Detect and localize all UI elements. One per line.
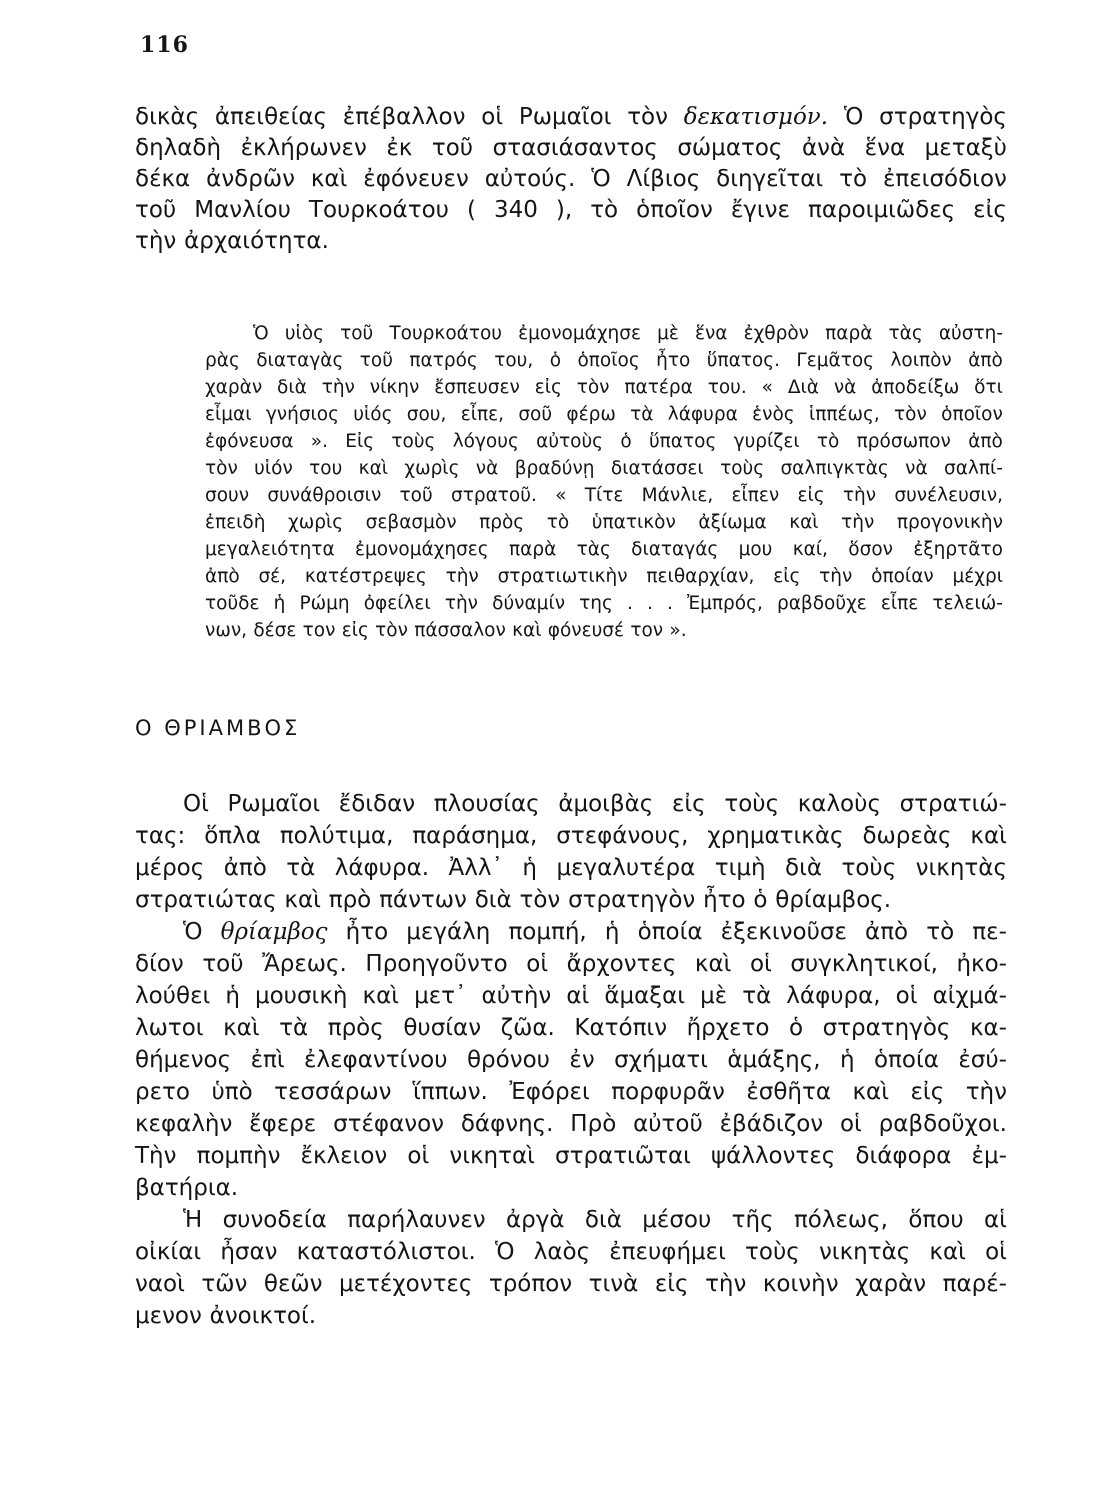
quote-line: Ὁ υἱὸς τοῦ Τουρκοάτου ἐμονομάχησε μὲ ἕνα ἐχθρὸν παρὰ τὰς αὐστη- bbox=[253, 323, 1003, 344]
quote-line: ἀπὸ σέ, κατέστρεψες τὴν στρατιωτικὴν πειθαρχίαν, εἰς τὴν ὁποίαν μέχρι bbox=[205, 566, 1003, 587]
text-line: κεφαλὴν ἔφερε στέφανον δάφνης. Πρὸ αὐτοῦ ἐβάδιζον οἱ ραβδοῦχοι. bbox=[135, 1111, 1007, 1137]
text-line: δηλαδὴ ἐκλήρωνεν ἐκ τοῦ στασιάσαντος σώματος ἀνὰ ἕνα μεταξὺ bbox=[135, 135, 1007, 161]
text-line: τὴν ἀρχαιότητα. bbox=[135, 228, 329, 254]
text-line: δίον τοῦ Ἄρεως. Προηγοῦντο οἱ ἄρχοντες καὶ οἱ συγκλητικοί, ἠκο- bbox=[135, 951, 1007, 977]
quote-line: ρὰς διαταγὰς τοῦ πατρός του, ὁ ὁποῖος ἦτο ὕπατος. Γεμᾶτος λοιπὸν ἀπὸ bbox=[205, 350, 1003, 371]
text-line: Οἱ Ρωμαῖοι ἔδιδαν πλουσίας ἀμοιβὰς εἰς τοὺς καλοὺς στρατιώ- bbox=[183, 791, 1007, 817]
text-line: οἰκίαι ἦσαν καταστόλιστοι. Ὁ λαὸς ἐπευφήμει τοὺς νικητὰς καὶ οἱ bbox=[135, 1239, 1007, 1265]
quote-line: τὸν υἱόν του καὶ χωρὶς νὰ βραδύνῃ διατάσσει τοὺς σαλπιγκτὰς νὰ σαλπί- bbox=[205, 458, 1003, 479]
quote-line: εἶμαι γνήσιος υἱός σου, εἶπε, σοῦ φέρω τὰ λάφυρα ἑνὸς ἱππέως, τὸν ὁποῖον bbox=[205, 404, 1003, 425]
quote-line: χαρὰν διὰ τὴν νίκην ἔσπευσεν εἰς τὸν πατέρα του. « Διὰ νὰ ἀποδείξω ὅτι bbox=[205, 377, 1003, 398]
section-heading: Ο ΘΡΙΑΜΒΟΣ bbox=[135, 716, 301, 740]
body-text bbox=[135, 788, 1007, 1332]
quote-block bbox=[205, 320, 1003, 644]
quote-line: ἐπειδὴ χωρὶς σεβασμὸν πρὸς τὸ ὑπατικὸν ἀξίωμα καὶ τὴν προγονικὴν bbox=[205, 512, 1003, 533]
text-line: θήμενος ἐπὶ ἐλεφαντίνου θρόνου ἐν σχήματι ἁμάξης, ἡ ὁποία ἐσύ- bbox=[135, 1047, 1007, 1073]
text-line: μενον ἀνοικτοί. bbox=[135, 1303, 317, 1329]
text-line: ρετο ὑπὸ τεσσάρων ἵππων. Ἐφόρει πορφυρᾶν ἐσθῆτα καὶ εἰς τὴν bbox=[135, 1079, 1007, 1105]
text-line: μέρος ἀπὸ τὰ λάφυρα. Ἀλλ᾽ ἡ μεγαλυτέρα τιμὴ διὰ τοὺς νικητὰς bbox=[135, 855, 1007, 881]
quote-line: νων, δέσε τον εἰς τὸν πάσσαλον καὶ φόνευσέ τον ». bbox=[205, 620, 687, 641]
quote-line: ἐφόνευσα ». Εἰς τοὺς λόγους αὐτοὺς ὁ ὕπατος γυρίζει τὸ πρόσωπον ἀπὸ bbox=[205, 431, 1003, 452]
text-line: δέκα ἀνδρῶν καὶ ἐφόνευεν αὐτούς. Ὁ Λίβιος διηγεῖται τὸ ἐπεισόδιον bbox=[135, 166, 1007, 192]
text-line: Ἡ συνοδεία παρήλαυνεν ἀργὰ διὰ μέσου τῆς πόλεως, ὅπου αἱ bbox=[183, 1207, 1007, 1233]
quote-line: μεγαλειότητα ἐμονομάχησες παρὰ τὰς διαταγάς μου καί, ὅσον ἐξηρτᾶτο bbox=[205, 539, 1003, 560]
text-line: ναοὶ τῶν θεῶν μετέχοντες τρόπον τινὰ εἰς τὴν κοινὴν χαρὰν παρέ- bbox=[135, 1271, 1007, 1297]
text-line: Τὴν πομπὴν ἔκλειον οἱ νικηταὶ στρατιῶται ψάλλοντες διάφορα ἐμ- bbox=[135, 1143, 1007, 1169]
quote-line: τοῦδε ἡ Ρώμη ὀφείλει τὴν δύναμίν της . . . Ἐμπρός, ραβδοῦχε εἶπε τελειώ- bbox=[205, 593, 1003, 614]
intro-paragraph bbox=[135, 102, 1007, 257]
text-line: τοῦ Μανλίου Τουρκοάτου ( 340 ), τὸ ὁποῖον ἔγινε παροιμιῶδες εἰς bbox=[135, 197, 1007, 223]
text-line: βατήρια. bbox=[135, 1175, 239, 1201]
text-line: Ὁ θρίαμβος ἦτο μεγάλη πομπή, ἡ ὁποία ἐξεκινοῦσε ἀπὸ τὸ πε- bbox=[183, 919, 1007, 945]
text-line: τας: ὅπλα πολύτιμα, παράσημα, στεφάνους, χρηματικὰς δωρεὰς καὶ bbox=[135, 823, 1007, 849]
text-line: λωτοι καὶ τὰ πρὸς θυσίαν ζῶα. Κατόπιν ἤρχετο ὁ στρατηγὸς κα- bbox=[135, 1015, 1007, 1041]
page-number: 116 bbox=[140, 32, 189, 58]
text-line: λούθει ἡ μουσικὴ καὶ μετ᾽ αὐτὴν αἱ ἅμαξαι μὲ τὰ λάφυρα, οἱ αἰχμά- bbox=[135, 983, 1007, 1009]
quote-line: σουν συνάθροισιν τοῦ στρατοῦ. « Τίτε Μάνλιε, εἶπεν εἰς τὴν συνέλευσιν, bbox=[205, 485, 1003, 506]
text-line: στρατιώτας καὶ πρὸ πάντων διὰ τὸν στρατηγὸν ἦτο ὁ θρίαμβος. bbox=[135, 887, 892, 913]
text-line: δικὰς ἀπειθείας ἐπέβαλλον οἱ Ρωμαῖοι τὸν δεκατισμόν. Ὁ στρατηγὸς bbox=[135, 104, 1007, 130]
